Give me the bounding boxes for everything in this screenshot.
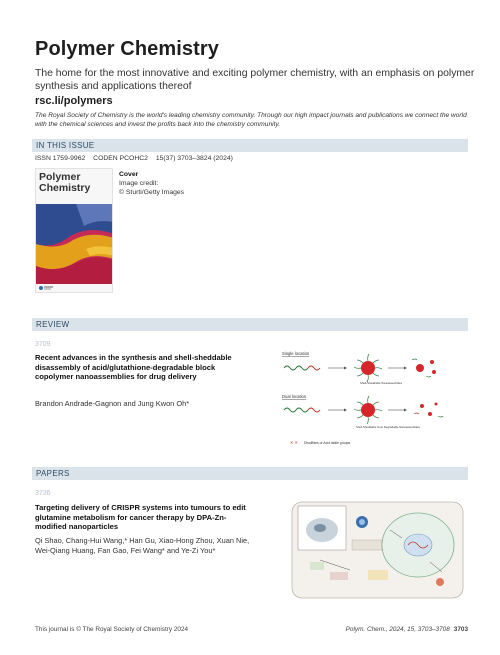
paper-graphical-abstract xyxy=(290,500,465,600)
cover-caption: Cover Image credit: © Sturti/Getty Images xyxy=(119,171,185,196)
rsc-logo-icon xyxy=(39,285,53,291)
nanoparticle-icon xyxy=(356,516,368,528)
micelle-1-icon xyxy=(354,354,382,382)
section-bar-papers: PAPERS xyxy=(32,467,468,480)
cover-art xyxy=(36,204,113,284)
cover-image[interactable] xyxy=(35,168,113,293)
review-authors: Brandon Andrade-Gagnon and Jung Kwon Oh* xyxy=(35,399,190,408)
volume-pages: 15(37) 3703–3824 (2024) xyxy=(155,155,233,162)
paper-article-title[interactable]: Targeting delivery of CRISPR systems into tumours to edit glutamine metabolism for cancer therapy by DPA-Zn-modified nanoparticles xyxy=(35,503,246,532)
issn: ISSN 1759-9962 xyxy=(35,155,86,162)
review-article-title[interactable]: Recent advances in the synthesis and shell-sheddable disassembly of acid/glutathione-degradable block copolymer nanoassemblies for drug delivery xyxy=(35,353,232,382)
footer-citation: Polym. Chem., 2024, 15, 3703–3708 3703 xyxy=(345,626,468,633)
section-bar-in-this-issue: IN THIS ISSUE xyxy=(32,139,468,152)
nano-label-1: Shell-Sheddable Nanoassemblies xyxy=(360,381,402,385)
dual-location-label: Dual location xyxy=(282,394,307,399)
section-bar-review: REVIEW xyxy=(32,318,468,331)
review-page-number: 3709 xyxy=(35,341,51,348)
issue-info xyxy=(35,155,239,162)
journal-link[interactable]: rsc.li/polymers xyxy=(35,95,113,107)
nano-label-2: Shell Sheddable Core Degradable Nanoassemblies xyxy=(356,425,420,429)
cover-title: Polymer Chemistry xyxy=(39,171,91,194)
journal-title: Polymer Chemistry xyxy=(35,38,219,60)
single-location-label: Single location xyxy=(282,351,310,356)
paper-authors: Qi Shao, Chang-Hui Wang,* Han Gu, Xiao-Hong Zhou, Xuan Nie, Wei-Qiang Huang, Fan Gao, Fei Wang* and Ye-Zi You* xyxy=(35,536,250,555)
paper-page-number: 3736 xyxy=(35,490,51,497)
cell-icon xyxy=(306,518,338,542)
coden: CODEN PCOHC2 xyxy=(93,155,148,162)
released-drug-1-icon xyxy=(412,359,436,377)
tumor-cell-icon xyxy=(382,513,454,577)
footer-page-number: 3703 xyxy=(453,626,468,633)
journal-tagline: The home for the most innovative and exciting polymer chemistry, with an emphasis on polymer synthesis and applications thereof xyxy=(35,68,475,92)
micelle-2-icon xyxy=(354,396,382,424)
review-graphical-abstract xyxy=(280,348,465,448)
graphic-legend: Disulfides or Acid labile groups xyxy=(304,441,351,445)
released-drug-2-icon xyxy=(414,403,443,418)
rsc-blurb: The Royal Society of Chemistry is the world's leading chemistry community. Through our high impact journals and publications we connect the world with the chemical sciences and invest the profits back into the chemistry community. xyxy=(35,112,467,128)
legend-marker-icon: ✕ ✕ xyxy=(290,440,298,445)
footer-copyright: This journal is © The Royal Society of Chemistry 2024 xyxy=(35,626,189,633)
